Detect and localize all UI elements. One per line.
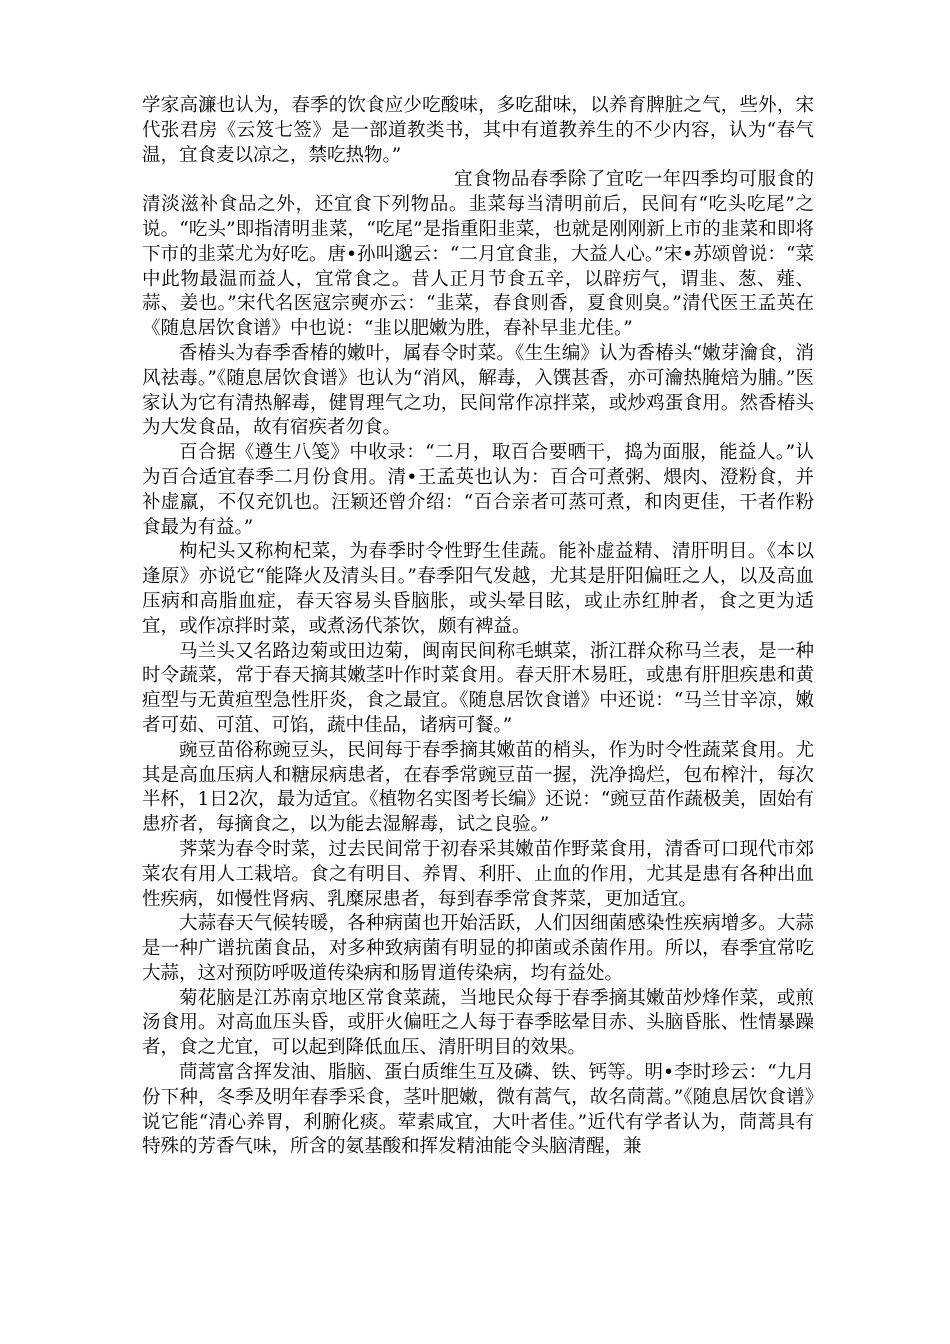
- paragraph-toon-shoots: 香椿头为春季香椿的嫩叶，属春令时菜。《生生编》认为香椿头“嫩芽瀹食，消风祛毒。”《随息居饮食谱》也认为“消风，解毒，入馔甚香，亦可瀹热腌焙为脯。”医家认为它有清热解毒，健胃理气之功，民间常作凉拌菜，或炒鸡蛋食用。然香椿头为大发食品，故有宿疾者勿食。: [142, 342, 814, 439]
- document-page: [142, 94, 814, 1160]
- paragraph-chives: 宜食物品春季除了宜吃一年四季均可服食的清淡滋补食品之外，还宜食下列物品。韭菜每当清明前后，民间有“吃头吃尾”之说。“吃头”即指清明韭菜，“吃尾”是指重阳韭菜，也就是刚刚新上市的韭菜和即将下市的韭菜尤为好吃。唐•孙叫邈云：“二月宜食韭，大益人心。”宋•苏颂曾说：“菜中此物最温而益人，宜常食之。昔人正月节食五辛，以辟疠气，谓韭、葱、薤、蒜、姜也。”宋代名医寇宗奭亦云：“韭菜，春食则香，夏食则臭。”清代医王孟英在《随息居饮食谱》中也说：“韭以肥嫩为胜，春补早韭尤佳。”: [142, 169, 814, 340]
- paragraph-pea-shoots: 豌豆苗俗称豌豆头，民间每于春季摘其嫩苗的梢头，作为时令性蔬菜食用。尤其是高血压病人和糖尿病患者，在春季常豌豆苗一握，洗净捣烂，包布榨汁，每次半杯，1日2次，最为适宜。《植物名实图考长编》还说：“豌豆苗作蔬极美，固始有患疥者，每摘食之，以为能去湿解毒，试之良验。”: [142, 739, 814, 836]
- paragraph-lily: 百合据《遵生八笺》中收录：“二月，取百合要晒干，捣为面服，能益人。”认为百合适宜春季二月份食用。清•王孟英也认为：百合可煮粥、煨肉、澄粉食，并补虚羸，不仅充饥也。汪颖还曾介绍：“百合亲者可蒸可煮，和肉更佳，干者作粉食最为有益。”: [142, 442, 814, 538]
- paragraph-garlic: 大蒜春天气候转暖，各种病菌也开始活跃，人们因细菌感染性疾病增多。大蒜是一种广谱抗菌食品，对多种致病菌有明显的抑菌或杀菌作用。所以，春季宜常吃大蒜，这对预防呼吸道传染病和肠胃道传染病，均有益处。: [142, 913, 814, 984]
- paragraph-chrysanthemum-greens: 菊花脑是江苏南京地区常食菜蔬，当地民众每于春季摘其嫩苗炒烽作菜，或煎汤食用。对高血压头昏，或肝火偏旺之人每于春季眩晕目赤、头脑昏胀、性情暴躁者，食之尤宜，可以起到降低血压、清肝明目的效果。: [142, 987, 814, 1059]
- paragraph-garland-chrysanthemum: 茼蒿富含挥发油、脂脑、蛋白质维生互及磷、铁、钙等。明•李时珍云：“九月份下种，冬季及明年春季采食，茎叶肥嫩，微有蒿气，故名茼蒿。”《随息居饮食谱》说它能“清心养胃，利腑化痰。荤素咸宜，大叶者佳。”近代有学者认为，茼蒿具有特殊的芳香气味，所含的氨基酸和挥发精油能令头脑清醒，兼: [142, 1062, 814, 1158]
- paragraph-wolfberry-shoots: 枸杞头又称枸杞菜，为春季时令性野生佳蔬。能补虚益精、清肝明目。《本以逢原》亦说它“能降火及清头目。”春季阳气发越，尤其是肝阳偏旺之人，以及高血压病和高脂血症，春天容易头昏脑胀，或头晕目眩，或止赤红肿者，食之更为适宜，或作凉拌时菜，或煮汤代茶饮，颇有裨益。: [142, 541, 814, 637]
- paragraph-shepherds-purse: 荠菜为春令时菜，过去民间常于初春采其嫩苗作野菜食用，清香可口现代市郊菜农有用人工栽培。食之有明目、养胃、利肝、止血的作用，尤其是患有各种出血性疾病，如慢性肾病、乳糜尿患者，每到春季常食荠菜，更加适宜。: [142, 838, 814, 910]
- paragraph-spring-diet-intro: 学家高濂也认为，春季的饮食应少吃酸味，多吃甜味，以养育脾脏之气，些外，宋代张君房《云笈七签》是一部道教类书，其中有道教养生的不少内容，认为“春气温，宜食麦以凉之，禁吃热物。”: [142, 95, 814, 166]
- paragraph-malantou: 马兰头又名路边菊或田边菊，闽南民间称毛蜞菜，浙江群众称马兰表，是一种时令蔬菜，常于春天摘其嫩茎叶作时菜食用。春天肝木易旺，或患有肝胆疾患和黄疸型与无黄疸型急性肝炎，食之最宜。《随息居饮食谱》中还说：“马兰甘辛凉，嫩者可茹、可菹、可馅，蔬中佳品，诸病可餐。”: [142, 640, 814, 736]
